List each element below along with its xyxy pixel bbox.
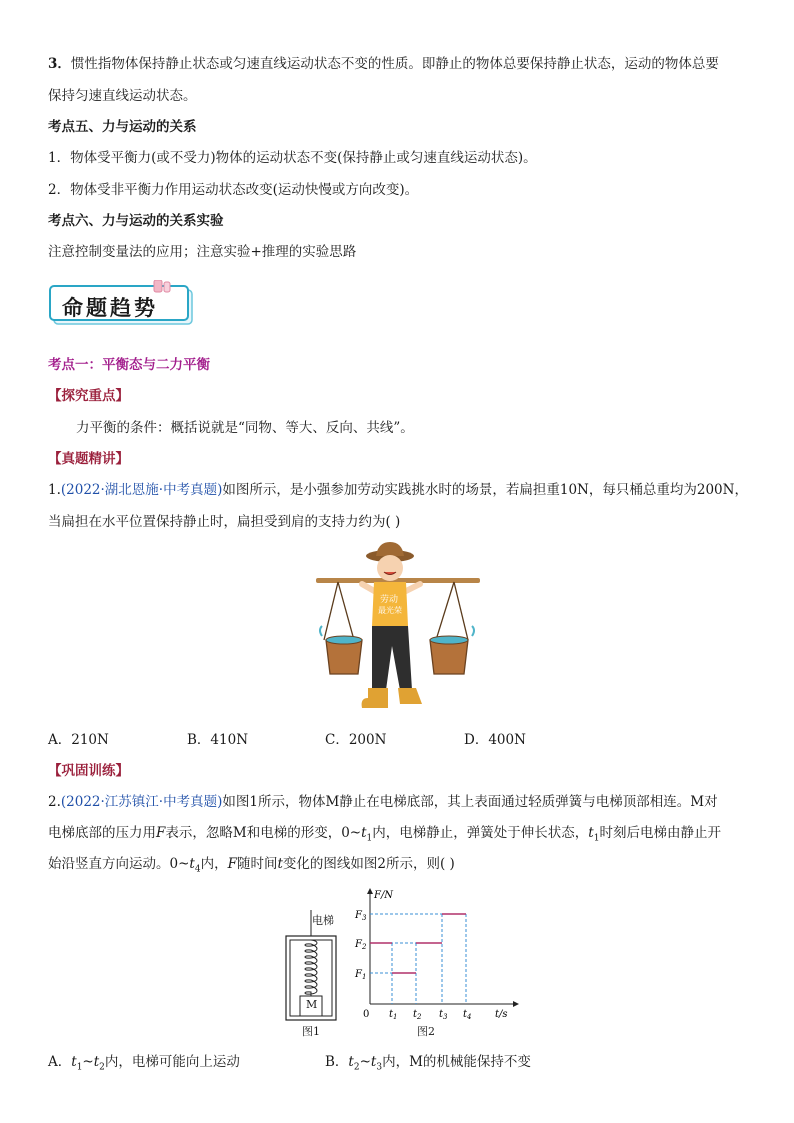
- explore-text: 力平衡的条件：概括说就是“同物、等大、反向、共线”。: [76, 420, 414, 436]
- y-tick-label-F2: $F_2$: [355, 939, 367, 951]
- y-axis-arrow: [367, 888, 373, 894]
- banner-title: 命题趋势: [62, 295, 158, 320]
- q2-source: (2022·江苏镇江·中考真题): [60, 794, 223, 810]
- x-axis-arrow: [513, 1001, 519, 1007]
- x-tick-label-0: 0: [363, 1009, 370, 1020]
- tag-explore-focus: 【探究重点】: [48, 388, 129, 404]
- x-tick-label-t3: $t_3$: [439, 1009, 448, 1021]
- kaodian-5-item-2: 2．物体受非平衡力作用运动状态改变(运动快慢或方向改变)。: [48, 182, 419, 198]
- tag-real-exam: 【真题精讲】: [48, 451, 129, 467]
- q1-option-b[interactable]: B．410N: [187, 732, 249, 748]
- heading-kaodian-5: 考点五、力与运动的关系: [48, 119, 197, 135]
- x-tick-label-t4: $t_4$: [463, 1009, 472, 1021]
- x-tick-label-t1: $t_1$: [389, 1009, 398, 1021]
- y-tick-label-F3: $F_3$: [355, 910, 367, 922]
- q2-figure-2-chart: [345, 886, 525, 1040]
- q1-number: 1.: [48, 482, 61, 498]
- section-banner: [46, 280, 196, 330]
- y-tick-label-F1: $F_1$: [355, 969, 367, 981]
- x-tick-label-t2: $t_2$: [413, 1009, 422, 1021]
- q2-option-a[interactable]: A．$t_1\sim t_2$内，电梯可能向上运动: [48, 1054, 240, 1073]
- q2-option-b[interactable]: B．$t_2\sim t_3$内，M的机械能保持不变: [325, 1054, 531, 1073]
- force-time-chart: [345, 886, 525, 1026]
- shirt-text-1: 劳动: [380, 595, 399, 605]
- y-axis-label: F/N: [374, 890, 394, 901]
- shirt-text-2: 最光荣: [378, 606, 402, 615]
- q2-line-1: 2.(2022·江苏镇江·中考真题)如图1所示，物体M静止在电梯底部，其上表面通过轻质弹簧与电梯顶部相连。M对: [48, 794, 718, 810]
- x-axis-label: t/s: [495, 1009, 508, 1020]
- para-3-line-2: 保持匀速直线运动状态。: [48, 88, 197, 104]
- figure-1-caption: 图1: [302, 1025, 320, 1038]
- para-3-number: 3．: [48, 56, 71, 72]
- q1-option-c[interactable]: C．200N: [325, 732, 387, 748]
- heading-kaodian-6: 考点六、力与运动的关系实验: [48, 213, 224, 229]
- q1-line-2: 当扁担在水平位置保持静止时，扁担受到肩的支持力约为( ): [48, 514, 401, 530]
- q2-line-2: 电梯底部的压力用F表示，忽略M和电梯的形变，$0\sim t_1$内，电梯静止，弹簧处于伸长状态，$t_1$时刻后电梯由静止开: [48, 825, 721, 844]
- q1-source: (2022·湖北恩施·中考真题): [60, 482, 223, 498]
- q2-number: 2.: [48, 794, 61, 810]
- spring-coil: [305, 940, 317, 996]
- kaodian-6-note: 注意控制变量法的应用；注意实验+推理的实验思路: [48, 244, 357, 260]
- kaodian-5-item-1: 1．物体受平衡力(或不受力)物体的运动状态不变(保持静止或匀速直线运动状态)。: [48, 150, 537, 166]
- kaodian-1-heading: 考点一：平衡态与二力平衡: [48, 357, 210, 373]
- elevator-label: 电梯: [312, 914, 334, 927]
- para-3-line-1: 3．惯性指物体保持静止状态或匀速直线运动状态不变的性质。即静止的物体总要保持静止状态，运动的物体总要: [48, 56, 719, 72]
- q1-illustration-water-carrier: [316, 542, 480, 718]
- q1-line-1: 1.(2022·湖北恩施·中考真题)如图所示，是小强参加劳动实践挑水时的场景，若扁担重10N，每只桶总重均为200N，: [48, 482, 748, 498]
- tag-consolidate-training: 【巩固训练】: [48, 763, 129, 779]
- q1-option-d[interactable]: D．400N: [464, 732, 526, 748]
- figure-2-caption: 图2: [417, 1025, 435, 1038]
- q2-line-3: 始沿竖直方向运动。$0\sim t_4$内，F随时间t变化的图线如图2所示，则( ): [48, 856, 455, 875]
- q1-option-a[interactable]: A．210N: [48, 732, 109, 748]
- block-m-label: M: [306, 998, 318, 1011]
